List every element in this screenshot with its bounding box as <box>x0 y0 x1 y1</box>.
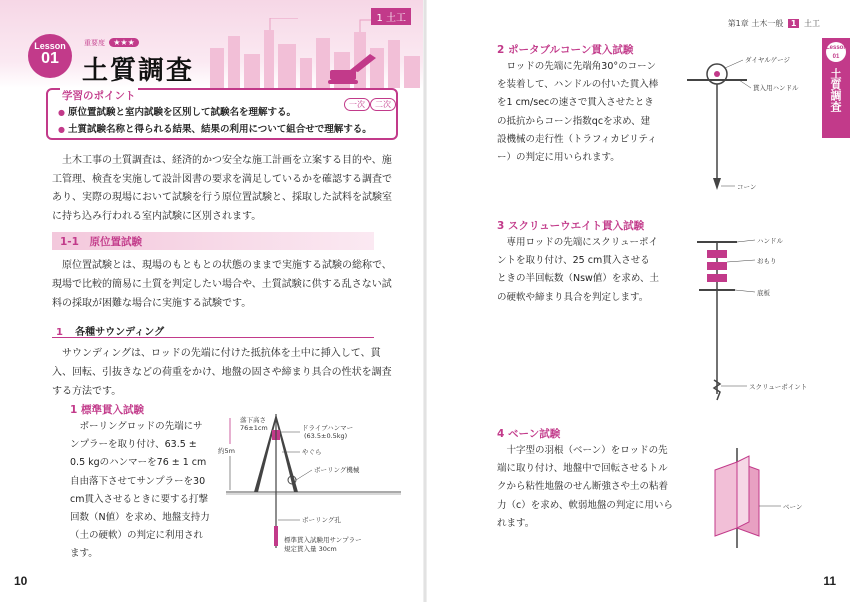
spt-paragraph: ボーリングロッドの先端にサンプラーを取り付け、63.5 ± 0.5 kgのハンマーを76 ± 1 cm自由落下させてサンプラーを30 cm貫入させるときに要する打撃回数（N値）を求め、地盤支持力（土の硬軟）の判定に利用されます。 <box>70 421 210 560</box>
importance-stars: ★★★ <box>109 38 139 47</box>
spt-label-boring-machine: ボーリング機械 <box>314 466 360 474</box>
learning-points-box <box>46 88 398 140</box>
swedish-label-weight: おもり <box>757 257 777 265</box>
intro-paragraph: 土木工事の土質調査は、経済的かつ安全な施工計画を立案する目的や、施工管理、検査を実施して設計図書の要求を満足しているかを確認する調査であり、実際の現場において試験を行う原位置試験と、採取した試料を試験室に持ち込み行われる室内試験に区別されます。 <box>52 155 392 222</box>
side-tab-badge <box>826 42 846 62</box>
learning-point: ● 土質試験名称と得られる結果、結果の利用について組合せで理解する。 <box>58 121 372 138</box>
lesson-word: Lesson <box>34 41 66 51</box>
subsection-heading <box>52 320 374 338</box>
cone-label-cone: コーン <box>737 183 757 191</box>
swedish-paragraph: 専用ロッドの先端にスクリューポイントを取り付け、25 cm貫入させるときの半回転数（Nsw値）を求め、土の硬軟や締まり具合を判定します。 <box>497 237 659 303</box>
side-tab-number: 01 <box>832 54 840 60</box>
cone-label-dial: ダイヤルゲージ <box>745 56 791 64</box>
section-paragraph: 原位置試験とは、現場のもともとの状態のままで実施する試験の総称で、現場で比較的簡易に土質を判定したい場合や、土質試験に供する乱さない試料の採取が困難な場合に実施する試験です。 <box>52 260 392 309</box>
spt-label-height: 約5m <box>218 447 235 455</box>
spt-diagram <box>216 408 406 558</box>
swedish-heading: 3 スクリューウエイト貫入試験 <box>497 220 645 232</box>
section-heading-bar <box>52 232 374 250</box>
vane-diagram <box>697 448 817 558</box>
cone-paragraph: ロッドの先端に先端角30°のコーンを装着して、ハンドルの付いた貫入棒を1 cm/secの速さで貫入させたときの抵抗からコーン指数qcを求め、建設機械の走行性（トラフィカビリティー）の判定に用いられます。 <box>497 61 659 164</box>
spt-label-penetration: 規定貫入量 30cm <box>284 545 337 553</box>
cone-label-handle: 貫入用ハンドル <box>753 84 799 92</box>
running-head-chapter: 第1章 土木一般 <box>727 19 784 28</box>
lesson-number: 01 <box>41 50 59 67</box>
swedish-label-handle: ハンドル <box>757 237 783 245</box>
page-number-right: 11 <box>823 574 836 588</box>
vane-label: ベーン <box>783 503 803 511</box>
exam-tag-second: 二次 <box>370 98 396 111</box>
spt-label-sampler: 標準貫入試験用サンプラー <box>284 536 362 544</box>
subsection-number: 1 <box>56 327 63 338</box>
swedish-diagram <box>677 234 817 404</box>
page-number-left: 10 <box>14 574 28 588</box>
spt-label-hammer: ドライブハンマー <box>302 424 354 432</box>
learning-point: ● 原位置試験と室内試験を区別して試験名を理解する。 <box>58 104 372 121</box>
vane-paragraph: 十字型の羽根（ベーン）をロッドの先端に取り付け、地盤中で回転させるトルクから粘性地盤のせん断強さや土の粘着力（c）を求め、軟弱地盤の判定に用いられます。 <box>497 445 673 529</box>
section-heading: 1-1 原位置試験 <box>60 236 142 248</box>
cone-heading: 2 ポータブルコーン貫入試験 <box>497 44 634 56</box>
running-head <box>728 18 820 29</box>
learning-points-heading: 学習のポイント <box>62 90 136 102</box>
running-head-section: 土工 <box>804 19 820 28</box>
lesson-title: 土質調査 <box>82 56 195 86</box>
cone-diagram <box>677 50 817 200</box>
subsection-paragraph: サウンディングは、ロッドの先端に付けた抵抗体を土中に挿入して、貫入、回転、引抜きなどの荷重をかけ、地盤の固さや締まり具合の性状を調査する方法です。 <box>52 348 392 397</box>
spt-label-drop-value: 76±1cm <box>240 424 268 432</box>
side-tab-title: 土質調査 <box>829 68 842 112</box>
spt-heading: 1 標準貫入試験 <box>70 404 144 416</box>
running-head-num: 1 <box>788 19 800 28</box>
spt-label-tripod: やぐら <box>302 448 322 456</box>
city-skyline-illustration <box>200 18 425 88</box>
learning-points-list <box>58 104 372 138</box>
exam-tag-first: 一次 <box>344 98 370 111</box>
subsection-title: 各種サウンディング <box>75 327 165 338</box>
right-page <box>425 0 850 602</box>
spt-label-drop-height: 落下高さ <box>240 416 266 424</box>
lesson-badge <box>28 34 72 78</box>
side-tab-lesson: Lesson <box>826 45 848 51</box>
spt-label-hammer-weight: (63.5±0.5kg) <box>304 432 348 440</box>
spt-label-borehole: ボーリング孔 <box>302 516 341 524</box>
importance-label: 重要度 <box>84 39 105 47</box>
vane-heading: 4 ベーン試験 <box>497 428 561 440</box>
swedish-label-screw-point: スクリューポイント <box>749 383 808 391</box>
swedish-label-base: 底板 <box>757 289 770 297</box>
chapter-tag: 1 土工 <box>371 8 411 25</box>
importance-rating <box>84 38 139 48</box>
